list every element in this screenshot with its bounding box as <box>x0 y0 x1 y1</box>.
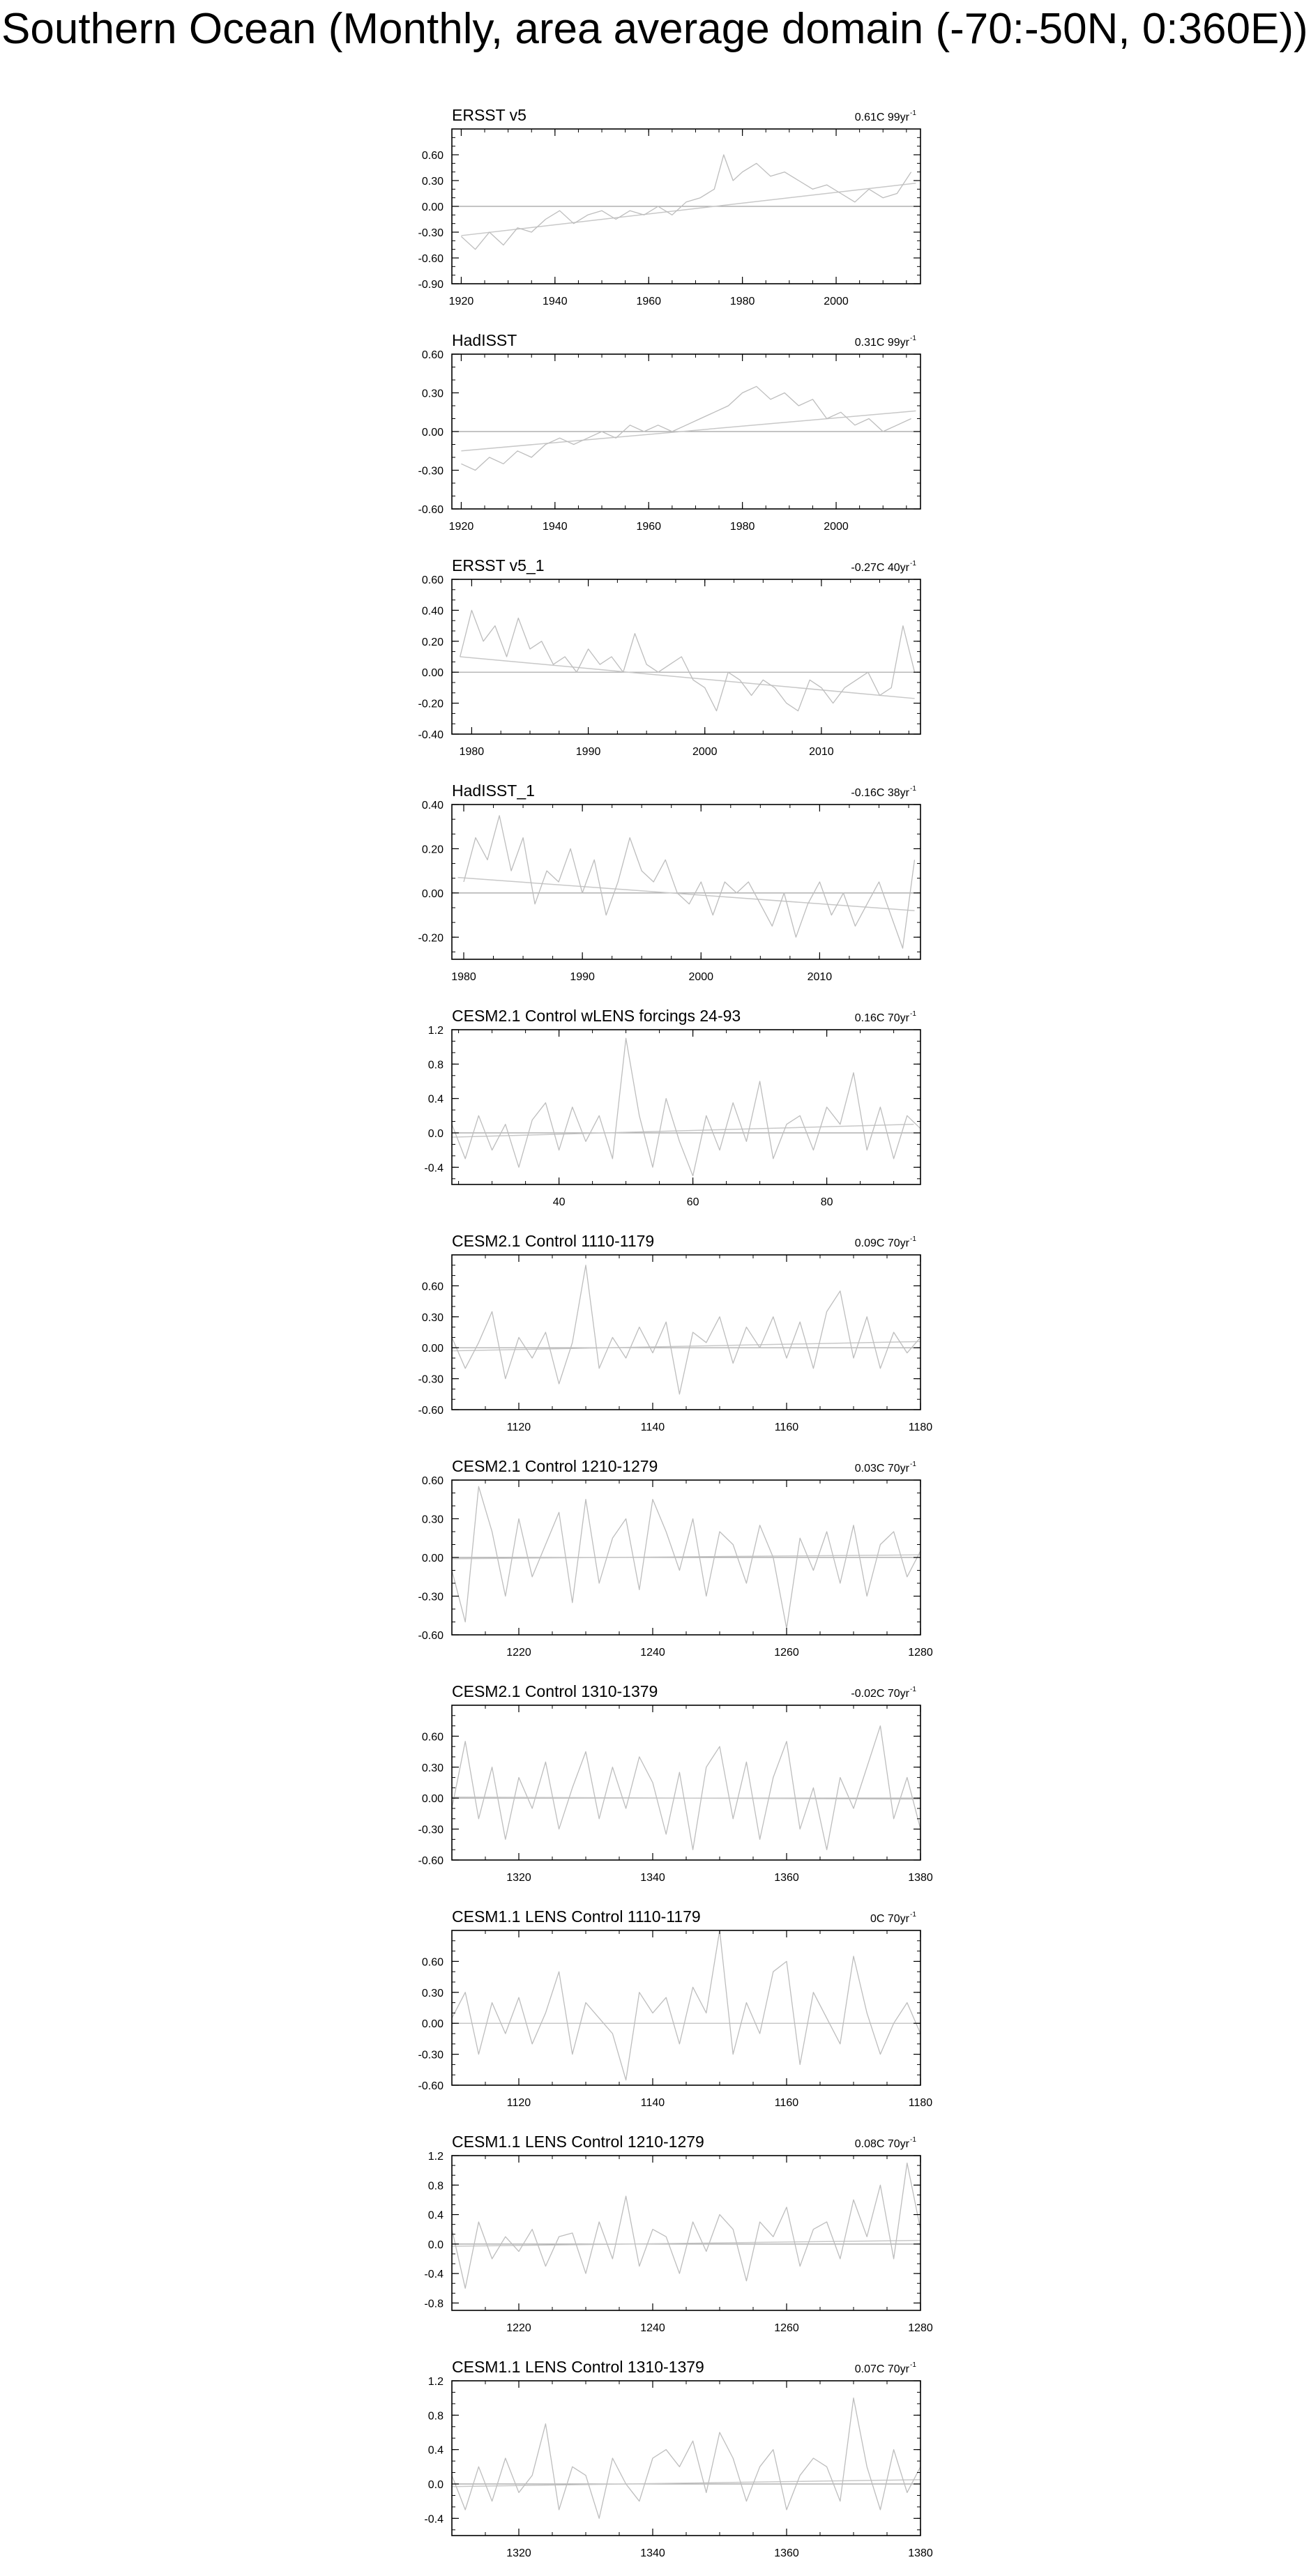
trend-label: 0.09C 70yr <box>854 1237 909 1249</box>
y-tick-label: 0.20 <box>421 844 444 856</box>
y-tick-label: 0.30 <box>421 1987 444 1999</box>
x-tick-label: 1380 <box>908 1872 933 1884</box>
series-line <box>452 2163 920 2289</box>
x-tick-label: 80 <box>820 1196 833 1208</box>
plot-frame <box>452 1255 920 1410</box>
plot-frame <box>452 1705 920 1860</box>
trend-line <box>452 1555 920 1559</box>
y-tick-label: 0.60 <box>421 1475 444 1487</box>
chart-panel <box>391 777 934 989</box>
x-tick-label: 1280 <box>908 2322 933 2334</box>
y-tick-label: 0.8 <box>427 1059 444 1072</box>
series-line <box>452 1265 920 1394</box>
x-tick-label: 1980 <box>459 746 485 758</box>
trend-label: 0.07C 70yr <box>854 2363 909 2375</box>
x-tick-label: 1360 <box>774 1872 799 1884</box>
x-tick-label: 1980 <box>729 296 755 307</box>
trend-line <box>461 183 916 236</box>
y-tick-label: 0.00 <box>421 427 444 439</box>
x-tick-label: 2000 <box>692 746 718 758</box>
x-tick-label: 1380 <box>908 2547 933 2559</box>
x-tick-label: 1940 <box>543 296 568 307</box>
y-tick-label: -0.60 <box>418 1405 444 1417</box>
y-tick-label: 0.30 <box>421 1514 444 1526</box>
trend-exponent: -1 <box>910 2136 916 2144</box>
series-line <box>461 155 911 250</box>
y-tick-label: -0.40 <box>418 729 444 741</box>
x-tick-label: 2010 <box>809 746 834 758</box>
y-tick-label: -0.60 <box>418 1630 444 1642</box>
x-tick-label: 1980 <box>451 971 476 983</box>
x-tick-label: 2000 <box>824 521 849 533</box>
x-tick-label: 1980 <box>729 521 755 533</box>
x-tick-label: 60 <box>686 1196 699 1208</box>
panel-title: CESM2.1 Control 1310-1379 <box>452 1682 658 1700</box>
chart-panel <box>391 326 934 539</box>
x-tick-label: 1120 <box>506 1422 531 1433</box>
y-tick-label: -0.4 <box>424 2269 444 2281</box>
y-tick-label: 0.60 <box>421 1731 444 1744</box>
x-tick-label: 1920 <box>448 296 474 307</box>
series-line <box>452 2398 920 2519</box>
trend-exponent: -1 <box>910 560 916 567</box>
y-tick-label: 0.00 <box>421 201 444 213</box>
y-tick-label: 0.00 <box>421 887 444 900</box>
y-tick-label: -0.60 <box>418 1855 444 1867</box>
x-tick-label: 1320 <box>506 1872 531 1884</box>
y-tick-label: 0.60 <box>421 1956 444 1969</box>
x-tick-label: 2000 <box>824 296 849 307</box>
x-tick-label: 1180 <box>908 1422 933 1433</box>
trend-label: 0.08C 70yr <box>854 2138 909 2150</box>
x-tick-label: 1240 <box>640 2322 665 2334</box>
y-tick-label: 0.00 <box>421 2018 444 2031</box>
x-tick-label: 1220 <box>506 1647 531 1659</box>
y-tick-label: 0.60 <box>421 574 444 586</box>
panel-title: CESM1.1 LENS Control 1110-1179 <box>452 1907 701 1926</box>
y-tick-label: -0.60 <box>418 504 444 516</box>
trend-label: -0.27C 40yr <box>851 562 909 574</box>
trend-exponent: -1 <box>910 335 916 342</box>
x-tick-label: 1940 <box>543 521 568 533</box>
x-tick-label: 1160 <box>774 1422 799 1433</box>
trend-label: 0.16C 70yr <box>854 1012 909 1024</box>
chart-panel <box>391 1677 934 1890</box>
series-line <box>464 816 915 948</box>
trend-line <box>461 411 916 450</box>
chart-panel <box>391 1903 934 2115</box>
y-tick-label: 0.8 <box>427 2180 444 2193</box>
trend-exponent: -1 <box>910 1235 916 1243</box>
y-tick-label: -0.30 <box>418 1824 444 1836</box>
y-tick-label: 0.0 <box>427 1128 444 1140</box>
y-tick-label: 0.30 <box>421 1311 444 1324</box>
y-tick-label: -0.20 <box>418 698 444 710</box>
trend-label: 0.31C 99yr <box>854 337 909 349</box>
x-tick-label: 1920 <box>448 521 474 533</box>
y-tick-label: -0.60 <box>418 253 444 265</box>
y-tick-label: 0.60 <box>421 349 444 361</box>
y-tick-label: 0.00 <box>421 1553 444 1564</box>
y-tick-label: 0.0 <box>427 2239 444 2251</box>
y-tick-label: 0.30 <box>421 1762 444 1774</box>
x-tick-label: 1320 <box>506 2547 531 2559</box>
chart-panel <box>391 2353 934 2566</box>
y-tick-label: 0.4 <box>427 2209 444 2222</box>
trend-line <box>458 878 915 911</box>
plot-frame <box>452 2156 920 2310</box>
trend-exponent: -1 <box>910 1911 916 1919</box>
panel-title: HadISST_1 <box>452 782 535 800</box>
x-tick-label: 1340 <box>640 2547 665 2559</box>
trend-label: 0.61C 99yr <box>854 112 909 123</box>
y-tick-label: -0.4 <box>424 2513 444 2526</box>
y-tick-label: 1.2 <box>427 1025 444 1037</box>
y-tick-label: 0.0 <box>427 2479 444 2491</box>
y-tick-label: 0.40 <box>421 800 444 811</box>
x-tick-label: 1220 <box>506 2322 531 2334</box>
series-line <box>460 610 915 710</box>
x-tick-label: 1140 <box>640 2097 665 2109</box>
figure-title: Southern Ocean (Monthly, area average domain (-70:-50N, 0:360E)) <box>1 5 1308 53</box>
trend-exponent: -1 <box>910 2361 916 2369</box>
y-tick-label: -0.30 <box>418 1591 444 1603</box>
series-line <box>452 1038 920 1175</box>
x-tick-label: 1990 <box>570 971 595 983</box>
trend-label: -0.16C 38yr <box>851 787 909 799</box>
chart-panel <box>391 551 934 764</box>
x-tick-label: 1180 <box>908 2097 933 2109</box>
y-tick-label: -0.30 <box>418 2049 444 2061</box>
x-tick-label: 1960 <box>636 296 662 307</box>
y-tick-label: -0.60 <box>418 2080 444 2092</box>
x-tick-label: 1360 <box>774 2547 799 2559</box>
x-tick-label: 2000 <box>688 971 714 983</box>
series-line <box>461 386 911 470</box>
trend-label: 0.03C 70yr <box>854 1463 909 1474</box>
y-tick-label: -0.30 <box>418 1373 444 1386</box>
y-tick-label: 0.20 <box>421 636 444 648</box>
y-tick-label: 0.00 <box>421 667 444 680</box>
y-tick-label: 1.2 <box>427 2376 444 2388</box>
plot-frame <box>452 2381 920 2536</box>
trend-exponent: -1 <box>910 109 916 117</box>
y-tick-label: 0.00 <box>421 1793 444 1806</box>
panel-title: ERSST v5_1 <box>452 556 545 574</box>
y-tick-label: 0.4 <box>427 2444 444 2457</box>
panel-title: CESM2.1 Control wLENS forcings 24-93 <box>452 1007 741 1025</box>
trend-exponent: -1 <box>910 1686 916 1693</box>
y-tick-label: 0.40 <box>421 605 444 618</box>
x-tick-label: 1990 <box>575 746 601 758</box>
x-tick-label: 1260 <box>774 2322 799 2334</box>
x-tick-label: 1160 <box>774 2097 799 2109</box>
panel-title: HadISST <box>452 331 517 349</box>
x-tick-label: 2010 <box>807 971 833 983</box>
trend-line <box>460 657 915 699</box>
x-tick-label: 1140 <box>640 1422 665 1433</box>
panel-title: CESM2.1 Control 1210-1279 <box>452 1457 658 1475</box>
trend-exponent: -1 <box>910 785 916 793</box>
y-tick-label: -0.8 <box>424 2298 444 2310</box>
trend-label: -0.02C 70yr <box>851 1688 909 1700</box>
y-tick-label: 1.2 <box>427 2151 444 2163</box>
y-tick-label: -0.30 <box>418 227 444 239</box>
chart-panel <box>391 1452 934 1665</box>
series-line <box>452 1726 920 1850</box>
chart-panel <box>391 2128 934 2340</box>
y-tick-label: -0.30 <box>418 465 444 478</box>
y-tick-label: 0.30 <box>421 388 444 400</box>
y-tick-label: -0.4 <box>424 1162 444 1175</box>
chart-panel <box>391 101 934 314</box>
panel-title: CESM1.1 LENS Control 1210-1279 <box>452 2133 704 2151</box>
x-tick-label: 1960 <box>636 521 662 533</box>
y-tick-label: 0.00 <box>421 1343 444 1355</box>
y-tick-label: 0.60 <box>421 1281 444 1293</box>
chart-panel <box>391 1002 934 1214</box>
y-tick-label: -0.90 <box>418 279 444 291</box>
series-line <box>452 1930 920 2080</box>
y-tick-label: 0.4 <box>427 1093 444 1106</box>
plot-frame <box>452 579 920 734</box>
panel-title: CESM1.1 LENS Control 1310-1379 <box>452 2358 704 2376</box>
x-tick-label: 1260 <box>774 1647 799 1659</box>
y-tick-label: -0.20 <box>418 932 444 945</box>
x-tick-label: 1340 <box>640 1872 665 1884</box>
chart-panel <box>391 1227 934 1440</box>
trend-line <box>452 1125 914 1138</box>
trend-exponent: -1 <box>910 1010 916 1018</box>
x-tick-label: 40 <box>552 1196 566 1208</box>
x-tick-label: 1120 <box>506 2097 531 2109</box>
x-tick-label: 1280 <box>908 1647 933 1659</box>
x-tick-label: 1240 <box>640 1647 665 1659</box>
trend-exponent: -1 <box>910 1461 916 1468</box>
y-tick-label: 0.8 <box>427 2410 444 2423</box>
trend-label: 0C 70yr <box>870 1913 909 1925</box>
panel-title: CESM2.1 Control 1110-1179 <box>452 1232 655 1250</box>
y-tick-label: 0.60 <box>421 150 444 162</box>
plot-frame <box>452 1030 920 1184</box>
panel-title: ERSST v5 <box>452 106 526 124</box>
trend-line <box>452 2480 920 2487</box>
y-tick-label: 0.30 <box>421 176 444 188</box>
